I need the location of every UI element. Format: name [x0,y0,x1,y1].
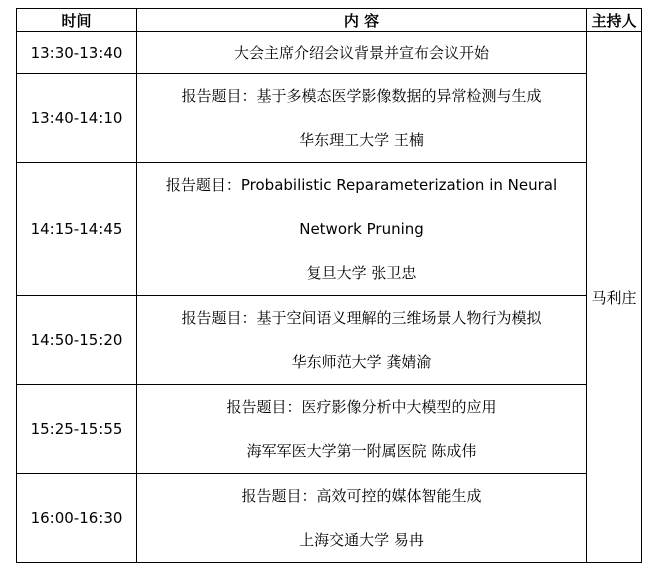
report-title-continued: Network Pruning [299,220,424,238]
table-row [17,474,642,563]
schedule-table [16,8,642,563]
time-cell: 14:15-14:45 [17,163,137,296]
time-cell: 16:00-16:30 [17,474,137,563]
time-cell: 13:40-14:10 [17,74,137,163]
time-cell: 14:50-15:20 [17,296,137,385]
table-row [17,32,642,74]
content-cell [137,474,587,563]
speaker: 华东师范大学 龚婧渝 [291,353,432,371]
content-cell [137,32,587,74]
report-title: 报告题目：Probabilistic Reparameterization in Neural [165,176,558,194]
time-cell: 15:25-15:55 [17,385,137,474]
report-title: 报告题目：高效可控的媒体智能生成 [241,487,482,505]
table-row [17,74,642,163]
header-row [17,9,642,32]
header-time: 时间 [17,9,137,32]
speaker: 华东理工大学 王楠 [299,131,424,149]
time-cell: 13:30-13:40 [17,32,137,74]
content-cell [137,74,587,163]
content-cell [137,385,587,474]
content-line: 大会主席介绍会议背景并宣布会议开始 [233,43,489,62]
report-title: 报告题目：基于多模态医学影像数据的异常检测与生成 [181,87,542,105]
header-content: 内 容 [137,9,587,32]
table-row [17,385,642,474]
table-row [17,163,642,296]
speaker: 复旦大学 张卫忠 [306,264,417,282]
header-host: 主持人 [587,9,642,32]
report-title: 报告题目：医疗影像分析中大模型的应用 [226,398,497,416]
host-cell: 马利庄 [587,32,642,563]
content-cell [137,296,587,385]
report-title: 报告题目：基于空间语义理解的三维场景人物行为模拟 [181,309,542,327]
speaker: 上海交通大学 易冉 [299,531,424,549]
content-cell [137,163,587,296]
table-row [17,296,642,385]
speaker: 海军军医大学第一附属医院 陈成伟 [246,442,477,460]
